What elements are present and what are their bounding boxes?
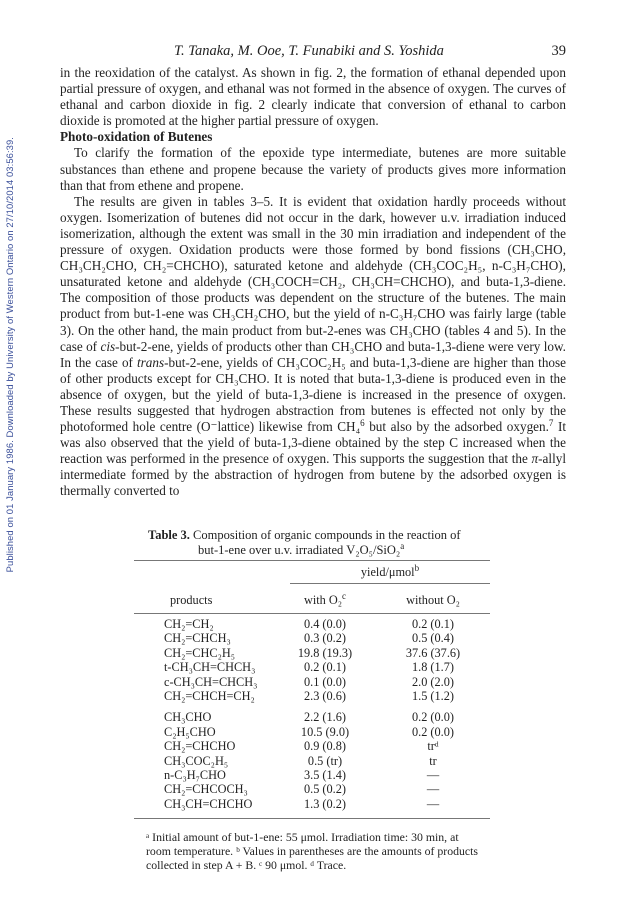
table-row: c-CH₃CH=CHCH₃ 0.1 (0.0) 2.0 (2.0) — [164, 674, 454, 689]
table-row: C₂H₅CHO 10.5 (9.0) 0.2 (0.0) — [164, 724, 454, 739]
table-body — [134, 617, 490, 811]
download-notice — [2, 120, 16, 590]
section-heading: Photo-oxidation of Butenes — [60, 129, 213, 145]
header-bottom-rule — [134, 613, 490, 614]
table-row: CH₂=CHC₂H₅ 19.8 (19.3) 37.6 (37.6) — [164, 645, 461, 660]
table-row: t-CH₃CH=CHCH₃ 0.2 (0.1) 1.8 (1.7) — [164, 660, 454, 675]
table-footnote: ᵃ Initial amount of but-1-ene: 55 μmol. Irradiation time: 30 min, at room temperature. ᵇ Values in parentheses are the amounts of products collected in step A + B. ᶜ 90 μmol. ᵈ Trace. — [146, 830, 479, 873]
col-header-products: products — [170, 593, 213, 607]
table-row: CH₃COC₂H₅ 0.5 (tr) tr — [164, 753, 437, 768]
table-row: CH₂=CHCOCH₃ 0.5 (0.2) — — [164, 782, 440, 797]
paragraph-results: The results are given in tables 3–5. It is evident that oxidation hardly proceeds without oxygen. Isomerization of butenes did not occur in the dark, however u.v. irradiation induced isomerization, although the extent was small in the 30 min irradiation and independent of the pressure of oxygen. Oxidation products were those formed by bond fissions (CH₃CHO, CH₃CH₂CHO, CH₂=CHCHO), saturated ketone and aldehyde (CH₃COC₂H₅, n-C₃H₇CHO), unsaturated ketone and aldehyde (CH₃COCH=CH₂, CH₃CH=CHCHO), and buta-1,3-diene. The composition of those products was dependent on the structure of the butenes. The main product from but-1-ene was CH₃CH₂CHO, but the yield of n-C₃H₇CHO was fairly large (table 3). On the other hand, the main product from but-2-enes was CH₃CHO (tables 4 and 5). In the case of cis-but-2-ene, yields of products other than CH₃CHO and buta-1,3-diene were very low. In the case of trans-but-2-ene, yields of CH₃COC₂H₅ and buta-1,3-diene are higher than those of other products except for CH₃CHO. It is noted that buta-1,3-diene is produced even in the absence of oxygen, but the yield of buta-1,3-diene is increased in the presence of oxygen. These results suggested that hydrogen abstraction from butenes is effected not only by the photoformed hole centre (O⁻lattice) likewise from CH₄$^6$ but also by the adsorbed oxygen.$^7$ It was also observed that the yield of buta-1,3-diene obtained by the step C increased when the reaction was performed in the presence of oxygen. This supports the suggestion that the π-allyl intermediate formed by the abstraction of hydrogen from butene by the adsorbed oxygen is thermally converted to — [60, 193, 566, 499]
paragraph-reoxidation: in the reoxidation of the catalyst. As shown in fig. 2, the formation of ethanal depended upon partial pressure of oxygen, and ethanal was not formed in the absence of oxygen. The curves of ethanal and carbon dioxide in fig. 2 clearly indicate that conversion of ethanal to carbon dioxide is promoted at the higher partial pressure of oxygen. — [60, 65, 566, 129]
article-body — [60, 65, 566, 500]
table-row: n-C₃H₇CHO 3.5 (1.4) — — [164, 767, 440, 782]
col-header-with-o2: with O₂$^c$ — [303, 591, 347, 607]
running-title: T. Tanaka, M. Ooe, T. Funabiki and S. Yoshida — [174, 43, 444, 59]
yield-header-rule — [290, 583, 490, 584]
page-number: 39 — [551, 43, 566, 59]
table-row: CH₂=CHCH₃ 0.3 (0.2) 0.5 (0.4) — [164, 631, 454, 646]
caption-line-2: but-1-ene over u.v. irradiated V₂O₅/SiO₂ — [198, 543, 401, 557]
table-row: CH₂=CH₂ 0.4 (0.0) 0.2 (0.1) — [164, 617, 454, 631]
table-row: CH₃CH=CHCHO 1.3 (0.2) — — [164, 796, 440, 811]
table-row: CH₃CHO 2.2 (1.6) 0.2 (0.0) — [164, 710, 454, 725]
table-row: CH₂=CHCHO 0.9 (0.8) trᵈ — [164, 739, 439, 754]
table-label: Table 3. — [148, 528, 190, 542]
col-header-without-o2: without O₂ — [406, 593, 460, 607]
table-caption — [148, 528, 488, 558]
table-bottom-rule — [134, 818, 490, 819]
table-row: CH₂=CHCH=CH₂ 2.3 (0.6) 1.5 (1.2) — [164, 688, 454, 703]
yield-header: yield/μmol$^b$ — [360, 563, 420, 579]
caption-line-1: Composition of organic compounds in the reaction of — [193, 528, 461, 542]
table-top-rule — [134, 560, 490, 561]
caption-footnote-mark: a — [400, 541, 405, 551]
running-header — [60, 43, 566, 61]
paragraph-clarify: To clarify the formation of the epoxide type intermediate, butenes are more suitable substances than ethene and propene because the variety of products gives more information than that from ethene and propene. — [60, 145, 566, 193]
download-notice-text: Published on 01 January 1986. Downloaded by University of Western Ontario on 27/10/2014 03:56:39. — [3, 137, 15, 573]
